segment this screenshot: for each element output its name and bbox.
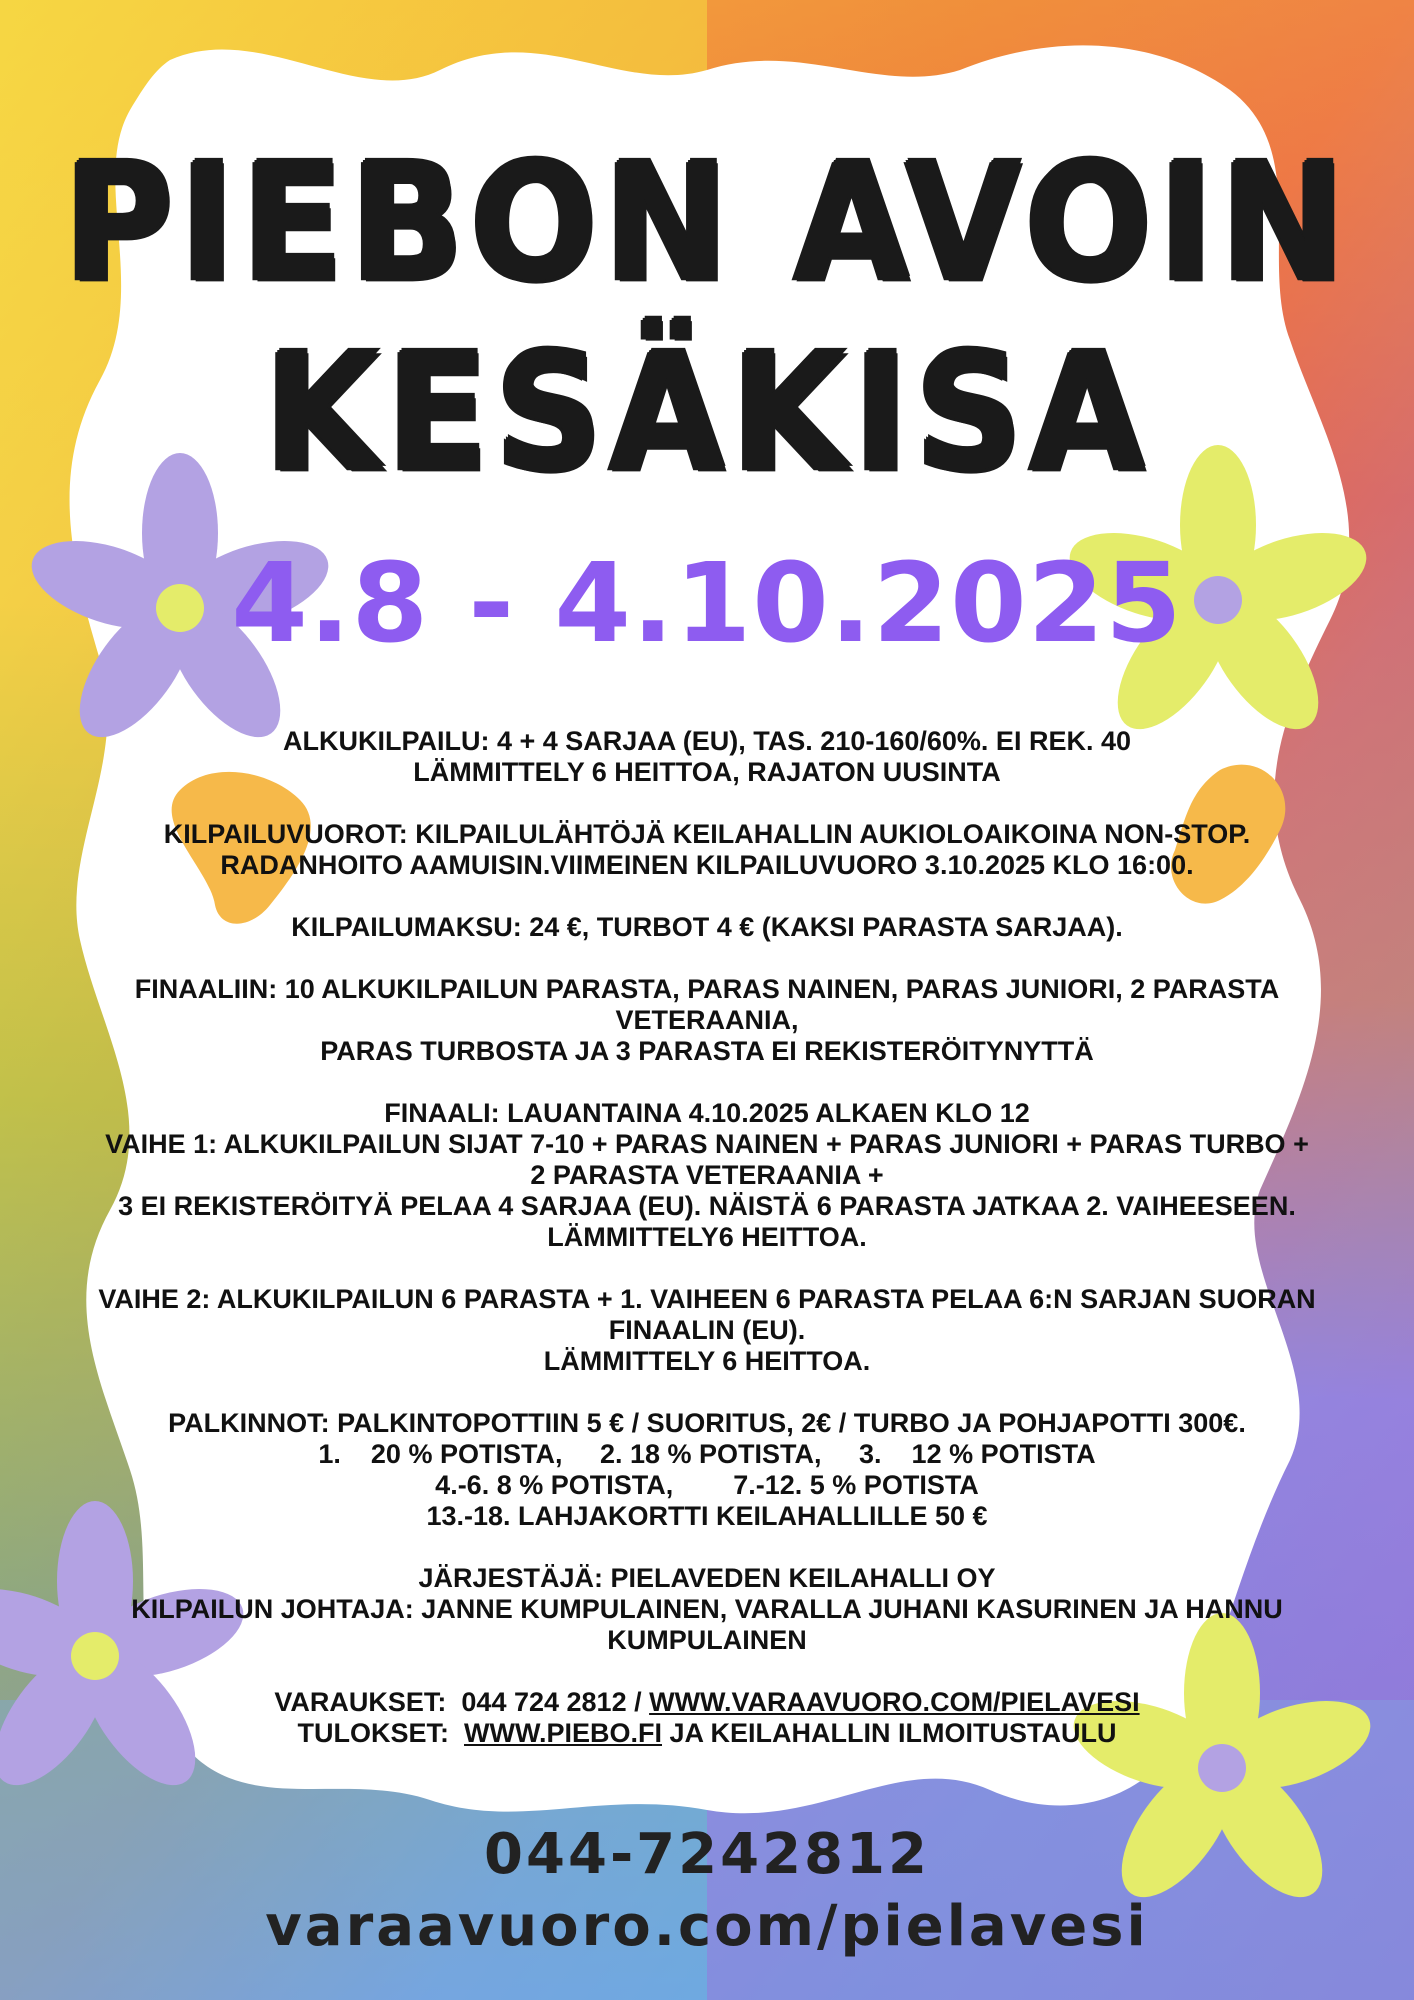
info-line: PARAS TURBOSTA JA 3 PARASTA EI REKISTERÖITYNYTTÄ xyxy=(320,1036,1094,1066)
palkinnot-section xyxy=(60,1408,1354,1532)
tulokset-link[interactable]: WWW.PIEBO.FI xyxy=(464,1718,662,1748)
info-line: KUMPULAINEN xyxy=(607,1625,807,1655)
footer-phone: 044-7242812 xyxy=(484,1822,930,1887)
alkukilpailu-section xyxy=(60,726,1354,788)
contacts-section xyxy=(60,1687,1354,1749)
info-line: ALKUKILPAILU: 4 + 4 SARJAA (EU), TAS. 210-160/60%. EI REK. 40 xyxy=(283,726,1131,756)
info-line: LÄMMITTELY6 HEITTOA. xyxy=(547,1222,867,1252)
event-dates: 4.8 - 4.10.2025 xyxy=(231,539,1183,667)
info-line: 4.-6. 8 % POTISTA, 7.-12. 5 % POTISTA xyxy=(435,1470,979,1500)
info-line: 13.-18. LAHJAKORTTI KEILAHALLILLE 50 € xyxy=(426,1501,988,1531)
info-line: KILPAILUN JOHTAJA: JANNE KUMPULAINEN, VARALLA JUHANI KASURINEN JA HANNU xyxy=(131,1594,1283,1624)
finaali-section xyxy=(60,1098,1354,1253)
jarjestaja-section xyxy=(60,1563,1354,1656)
info-line: 2 PARASTA VETERAANIA + xyxy=(530,1160,884,1190)
tulokset-rest: JA KEILAHALLIN ILMOITUSTAULU xyxy=(662,1718,1117,1748)
finaaliin-section xyxy=(60,974,1354,1067)
info-line: KILPAILUVUOROT: KILPAILULÄHTÖJÄ KEILAHALLIN AUKIOLOAIKOINA NON-STOP. xyxy=(163,819,1251,849)
title-line-1: PIEBON AVOIN xyxy=(62,129,1352,317)
kilpailumaksu-section xyxy=(60,912,1354,943)
varaukset-label: VARAUKSET: 044 724 2812 / xyxy=(274,1687,650,1717)
info-line: VAIHE 1: ALKUKILPAILUN SIJAT 7-10 + PARAS NAINEN + PARAS JUNIORI + PARAS TURBO + xyxy=(105,1129,1309,1159)
vaihe2-section xyxy=(60,1284,1354,1377)
tulokset-label: TULOKSET: xyxy=(297,1718,465,1748)
info-line: 3 EI REKISTERÖITYÄ PELAA 4 SARJAA (EU). NÄISTÄ 6 PARASTA JATKAA 2. VAIHEESEEN. xyxy=(118,1191,1296,1221)
title-line-2: KESÄKISA xyxy=(263,319,1151,507)
info-line: VAIHE 2: ALKUKILPAILUN 6 PARASTA + 1. VAIHEEN 6 PARASTA PELAA 6:N SARJAN SUORAN xyxy=(98,1284,1316,1314)
kilpailuvuorot-section xyxy=(60,819,1354,881)
info-line: KILPAILUMAKSU: 24 €, TURBOT 4 € (KAKSI PARASTA SARJAA). xyxy=(291,912,1123,942)
info-line: FINAALIIN: 10 ALKUKILPAILUN PARASTA, PARAS NAINEN, PARAS JUNIORI, 2 PARASTA xyxy=(134,974,1280,1004)
info-line: 1. 20 % POTISTA, 2. 18 % POTISTA, 3. 12 % POTISTA xyxy=(318,1439,1096,1469)
tulokset-line xyxy=(60,1718,1354,1749)
varaukset-link[interactable]: WWW.VARAAVUORO.COM/PIELAVESI xyxy=(649,1687,1140,1717)
info-line: JÄRJESTÄJÄ: PIELAVEDEN KEILAHALLI OY xyxy=(418,1563,996,1593)
info-line: PALKINNOT: PALKINTOPOTTIIN 5 € / SUORITUS, 2€ / TURBO JA POHJAPOTTI 300€. xyxy=(168,1408,1246,1438)
info-line: VETERAANIA, xyxy=(615,1005,799,1035)
varaukset-line xyxy=(60,1687,1354,1718)
footer-url: varaavuoro.com/pielavesi xyxy=(265,1894,1149,1959)
info-line: LÄMMITTELY 6 HEITTOA. xyxy=(543,1346,871,1376)
info-line: FINAALIN (EU). xyxy=(608,1315,806,1345)
info-line: LÄMMITTELY 6 HEITTOA, RAJATON UUSINTA xyxy=(413,757,1001,787)
info-line: FINAALI: LAUANTAINA 4.10.2025 ALKAEN KLO 12 xyxy=(384,1098,1030,1128)
event-info xyxy=(60,726,1354,1780)
info-line: RADANHOITO AAMUISIN.VIIMEINEN KILPAILUVUORO 3.10.2025 KLO 16:00. xyxy=(220,850,1194,880)
